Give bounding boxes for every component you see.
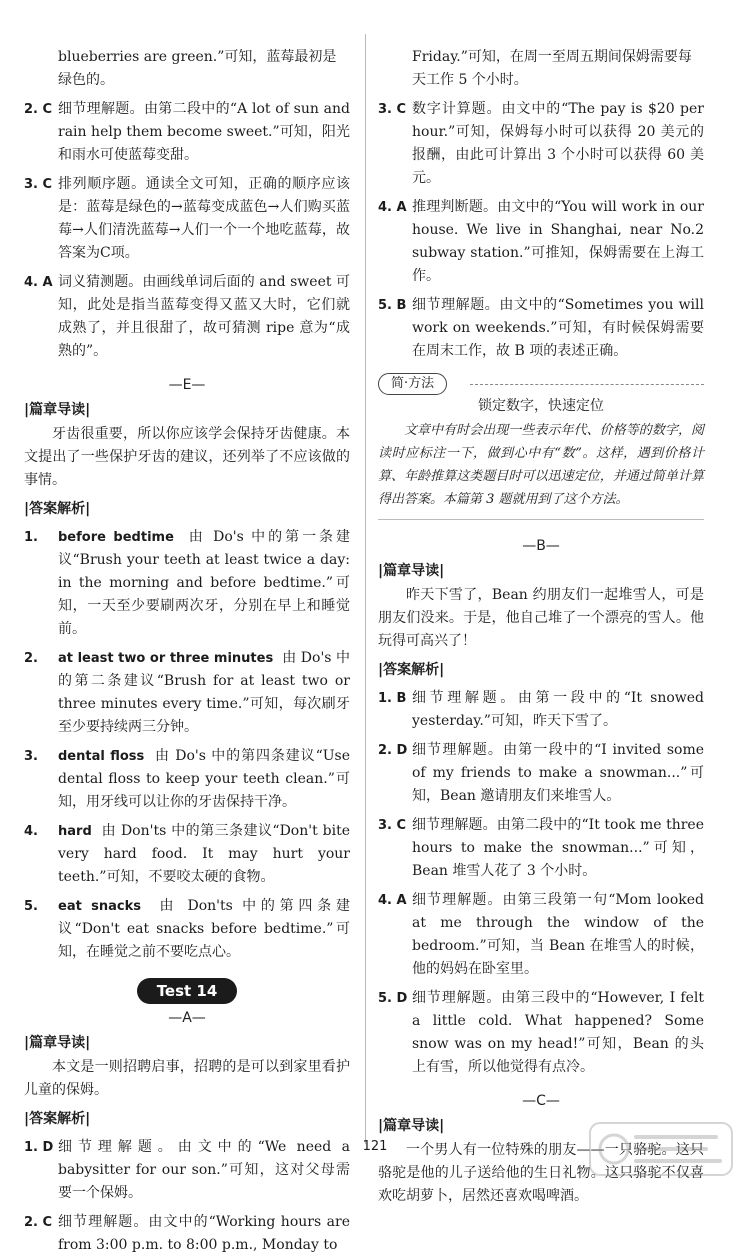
list-item — [24, 745, 350, 814]
guide-heading: |篇章导读| — [24, 1035, 91, 1051]
guide-heading: |篇章导读| — [378, 1118, 445, 1134]
item-text: 细节理解题。由文中的“We need a babysitter for our son.”可知，这对父母需要一个保姆。 — [58, 1139, 350, 1201]
item-number: 2. D — [378, 743, 408, 758]
list-item — [378, 889, 704, 981]
item-text: 细节理解题。由第一段中的“I invited some of my friends to make a snowman...”可知，Bean 邀请朋友们来堆雪人。 — [412, 742, 704, 804]
item-number: 3. C — [24, 177, 53, 192]
item-number: 4. A — [378, 200, 407, 215]
section-title-c: —C— — [522, 1093, 560, 1109]
list-item — [24, 820, 350, 889]
item-text: 细节理解题。由第三段第一句“Mom looked at me through the window of the bedroom.”可知，当 Bean 在堆雪人的时候，他的妈妈在卧室里。 — [412, 892, 704, 977]
answer-explanation: 由 Do's 中的第一条建议“Brush your teeth at least twice a day: in the morning and before bedtime.”可知，一天至少要刷两次牙，分别在早上和睡觉前。 — [58, 529, 350, 637]
item-text: 词义猜测题。由画线单词后面的 and sweet 可知，此处是指当蓝莓变得又蓝又大时，它们就成熟了，并且很甜了，故可猜测 ripe 意为“成熟的”。 — [58, 274, 350, 359]
item-number: 4. A — [24, 275, 53, 290]
method-body: 文章中有时会出现一些表示年代、价格等的数字，阅读时应标注一下，做到心中有“数”。这样，遇到价格计算、年龄推算这类题目时可以迅速定位，并通过简单计算得出答案。本篇第 3 题就用到了这个方法。 — [378, 423, 704, 507]
item-number: 5. D — [378, 991, 408, 1006]
item-text — [58, 647, 350, 739]
method-box — [378, 363, 704, 520]
list-item — [378, 987, 704, 1079]
guide-text: 一个男人有一位特殊的朋友——一只骆驼。这只骆驼是他的儿子送给他的生日礼物。这只骆驼不仅喜欢吃胡萝卜，居然还喜欢喝啤酒。 — [378, 1142, 704, 1204]
intro-text: blueberries are green.”可知，蓝莓最初是绿色的。 — [58, 49, 337, 88]
item-number: 1. — [24, 530, 38, 545]
item-number: 2. — [24, 651, 38, 666]
item-text: 细节理解题。由第一段中的“It snowed yesterday.”可知，昨天下雪了。 — [412, 690, 704, 729]
answer-heading: |答案解析| — [24, 501, 91, 517]
method-divider — [470, 384, 704, 385]
item-text: 数字计算题。由文中的“The pay is $20 per hour.”可知，保姆每小时可以获得 20 美元的报酬，由此可计算出 3 个小时可以获得 60 美元。 — [412, 101, 704, 186]
answer-heading: |答案解析| — [378, 662, 445, 678]
answer-key: eat snacks — [58, 899, 141, 914]
left-column — [24, 40, 350, 1257]
method-tag: 简·方法 — [378, 373, 447, 395]
list-item — [378, 814, 704, 883]
item-text — [58, 820, 350, 889]
list-item — [24, 647, 350, 739]
answer-key: dental floss — [58, 749, 145, 764]
list-item — [378, 196, 704, 288]
answer-explanation: 由 Don'ts 中的第四条建议“Don't eat snacks before bedtime.”可知，在睡觉之前不要吃点心。 — [58, 898, 351, 960]
list-item — [378, 98, 704, 190]
item-number: 5. B — [378, 298, 407, 313]
item-text: 推理判断题。由文中的“You will work in our house. We live in Shanghai, near No.2 subway station.”可推知，保姆需要在上海工作。 — [412, 199, 704, 284]
continued-text: Friday.”可知，在周一至周五期间保姆需要每天工作 5 个小时。 — [412, 49, 692, 88]
answer-explanation: 由 Do's 中的第四条建议“Use dental floss to keep your teeth clean.”可知，用牙线可以让你的牙齿保持干净。 — [58, 748, 351, 810]
column-divider — [365, 34, 366, 1144]
list-item — [24, 1211, 350, 1257]
answer-heading: |答案解析| — [24, 1111, 91, 1127]
list-item — [24, 98, 350, 167]
answer-key: at least two or three minutes — [58, 651, 274, 666]
page-number: 121 — [362, 1139, 388, 1154]
item-number: 4. — [24, 824, 38, 839]
guide-heading: |篇章导读| — [24, 402, 91, 418]
item-text — [58, 526, 350, 641]
item-number: 1. B — [378, 691, 407, 706]
list-item — [24, 526, 350, 641]
section-title-e: —E— — [168, 377, 206, 393]
item-text: 细节理解题。由第三段中的“However, I felt a little cold. What happened? Some snow was on my head!”可知，Bean 的头上有雪，所以他觉得有点冷。 — [412, 990, 704, 1075]
item-number: 1. D — [24, 1140, 54, 1155]
list-item — [378, 739, 704, 808]
list-item — [378, 294, 704, 363]
item-text — [58, 745, 350, 814]
list-item — [24, 173, 350, 265]
item-number: 2. C — [24, 102, 53, 117]
item-text — [58, 895, 350, 964]
item-number: 3. — [24, 749, 38, 764]
guide-text: 本文是一则招聘启事，招聘的是可以到家里看护儿童的保姆。 — [24, 1059, 350, 1098]
guide-text: 昨天下雪了，Bean 约朋友们一起堆雪人，可是朋友们没来。于是，他自己堆了一个漂亮的雪人。他玩得可高兴了！ — [378, 587, 704, 649]
test-badge: Test 14 — [137, 978, 237, 1004]
list-item — [378, 687, 704, 733]
right-column — [378, 40, 704, 1208]
guide-text: 牙齿很重要，所以你应该学会保持牙齿健康。本文提出了一些保护牙齿的建议，还列举了不应该做的事情。 — [24, 426, 350, 488]
item-text: 细节理解题。由第二段中的“It took me three hours to make the snowman...”可知，Bean 堆雪人花了 3 个小时。 — [412, 817, 704, 879]
watermark-logo-icon — [586, 1117, 736, 1181]
list-item — [24, 895, 350, 964]
guide-heading: |篇章导读| — [378, 563, 445, 579]
answer-explanation: 由 Don'ts 中的第三条建议“Don't bite very hard food. It may hurt your teeth.”可知，不要咬太硬的食物。 — [58, 823, 350, 885]
item-text: 排列顺序题。通读全文可知，正确的顺序应该是：蓝莓是绿色的→蓝莓变成蓝色→人们购买蓝莓→人们清洗蓝莓→人们一个一个地吃蓝莓，故答案为C项。 — [58, 176, 350, 261]
list-item — [24, 271, 350, 363]
answer-explanation: 由 Do's 中的第二条建议“Brush for at least two or three minutes every time.”可知，每次刷牙至少要持续两三分钟。 — [58, 650, 350, 735]
item-text: 细节理解题。由文中的“Working hours are from 3:00 p.m. to 8:00 p.m., Monday to — [58, 1214, 350, 1253]
item-number: 3. C — [378, 102, 407, 117]
item-text: 细节理解题。由文中的“Sometimes you will work on weekends.”可知，有时候保姆需要在周末工作，故 B 项的表述正确。 — [412, 297, 704, 359]
answer-key: before bedtime — [58, 530, 174, 545]
method-title: 锁定数字，快速定位 — [478, 398, 604, 414]
item-number: 3. C — [378, 818, 407, 833]
section-title-b: —B— — [522, 538, 560, 554]
answer-key: hard — [58, 824, 92, 839]
item-text: 细节理解题。由第二段中的“A lot of sun and rain help them become sweet.”可知，阳光和雨水可使蓝莓变甜。 — [58, 101, 350, 163]
item-number: 2. C — [24, 1215, 53, 1230]
section-title-a: —A— — [168, 1010, 206, 1026]
method-bottom-rule — [378, 519, 704, 520]
item-number: 5. — [24, 899, 38, 914]
item-number: 4. A — [378, 893, 407, 908]
